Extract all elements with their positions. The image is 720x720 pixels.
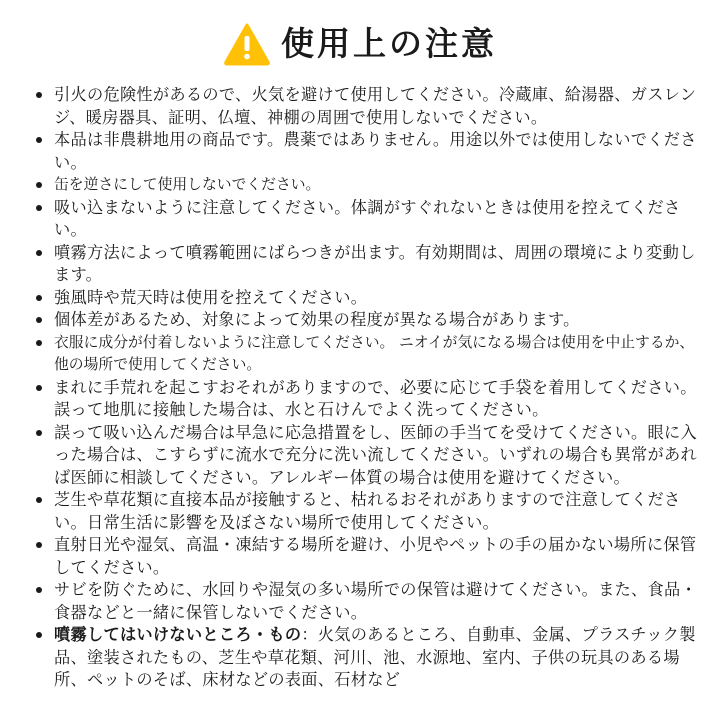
list-item: 引火の危険性があるので、火気を避けて使用してください。冷蔵庫、給湯器、ガスレンジ、暖房器具、証明、仏壇、神棚の周囲で使用しないでください。 [34,84,698,129]
list-item: 個体差があるため、対象によって効果の程度が異なる場合があります。 [34,309,698,332]
no-spray-heading: 噴霧してはいけないところ・もの [54,625,302,644]
warning-triangle-icon [223,22,271,66]
list-item: 誤って吸い込んだ場合は早急に応急措置をし、医師の手当てを受けてください。眼に入った場合は、こすらずに流水で充分に洗い流してください。いずれの場合も異常があれば医師に相談してください。アレルギー体質の場合は使用を避けてください。 [34,422,698,490]
list-item: サビを防ぐために、水回りや湿気の多い場所での保管は避けてください。また、食品・食器などと一緒に保管しないでください。 [34,579,698,624]
no-spray-text: ：火気のあるところ、自動車、金属、プラスチック製品、塗装されたもの、芝生や草花類、河川、池、水源地、室内、子供の玩具のある場所、ペットのそば、床材などの表面、石材など [54,625,696,689]
list-item: 強風時や荒天時は使用を控えてください。 [34,287,698,310]
list-item: 本品は非農耕地用の商品です。農薬ではありません。用途以外では使用しないでください。 [34,129,698,174]
list-item: まれに手荒れを起こすおそれがありますので、必要に応じて手袋を着用してください。誤って地肌に接触した場合は、水と石けんでよく洗ってください。 [34,377,698,422]
header [0,16,720,72]
list-item: 缶を逆さにして使用しないでください。 [34,174,698,197]
list-item: 衣服に成分が付着しないように注意してください。 ニオイが気になる場合は使用を中止するか、他の場所で使用してください。 [34,332,698,377]
list-item: 吸い込まないように注意してください。体調がすぐれないときは使用を控えてください。 [34,197,698,242]
list-item: 噴霧方法によって噴霧範囲にばらつきが出ます。有効期間は、周囲の環境により変動します。 [34,242,698,287]
list-item-no-spray [34,624,698,692]
caution-list [34,84,698,692]
page-title: 使用上の注意 [281,24,497,63]
list-item: 直射日光や湿気、高温・凍結する場所を避け、小児やペットの手の届かない場所に保管してください。 [34,534,698,579]
list-item: 芝生や草花類に直接本品が接触すると、枯れるおそれがありますので注意してください。日常生活に影響を及ぼさない場所で使用してください。 [34,489,698,534]
